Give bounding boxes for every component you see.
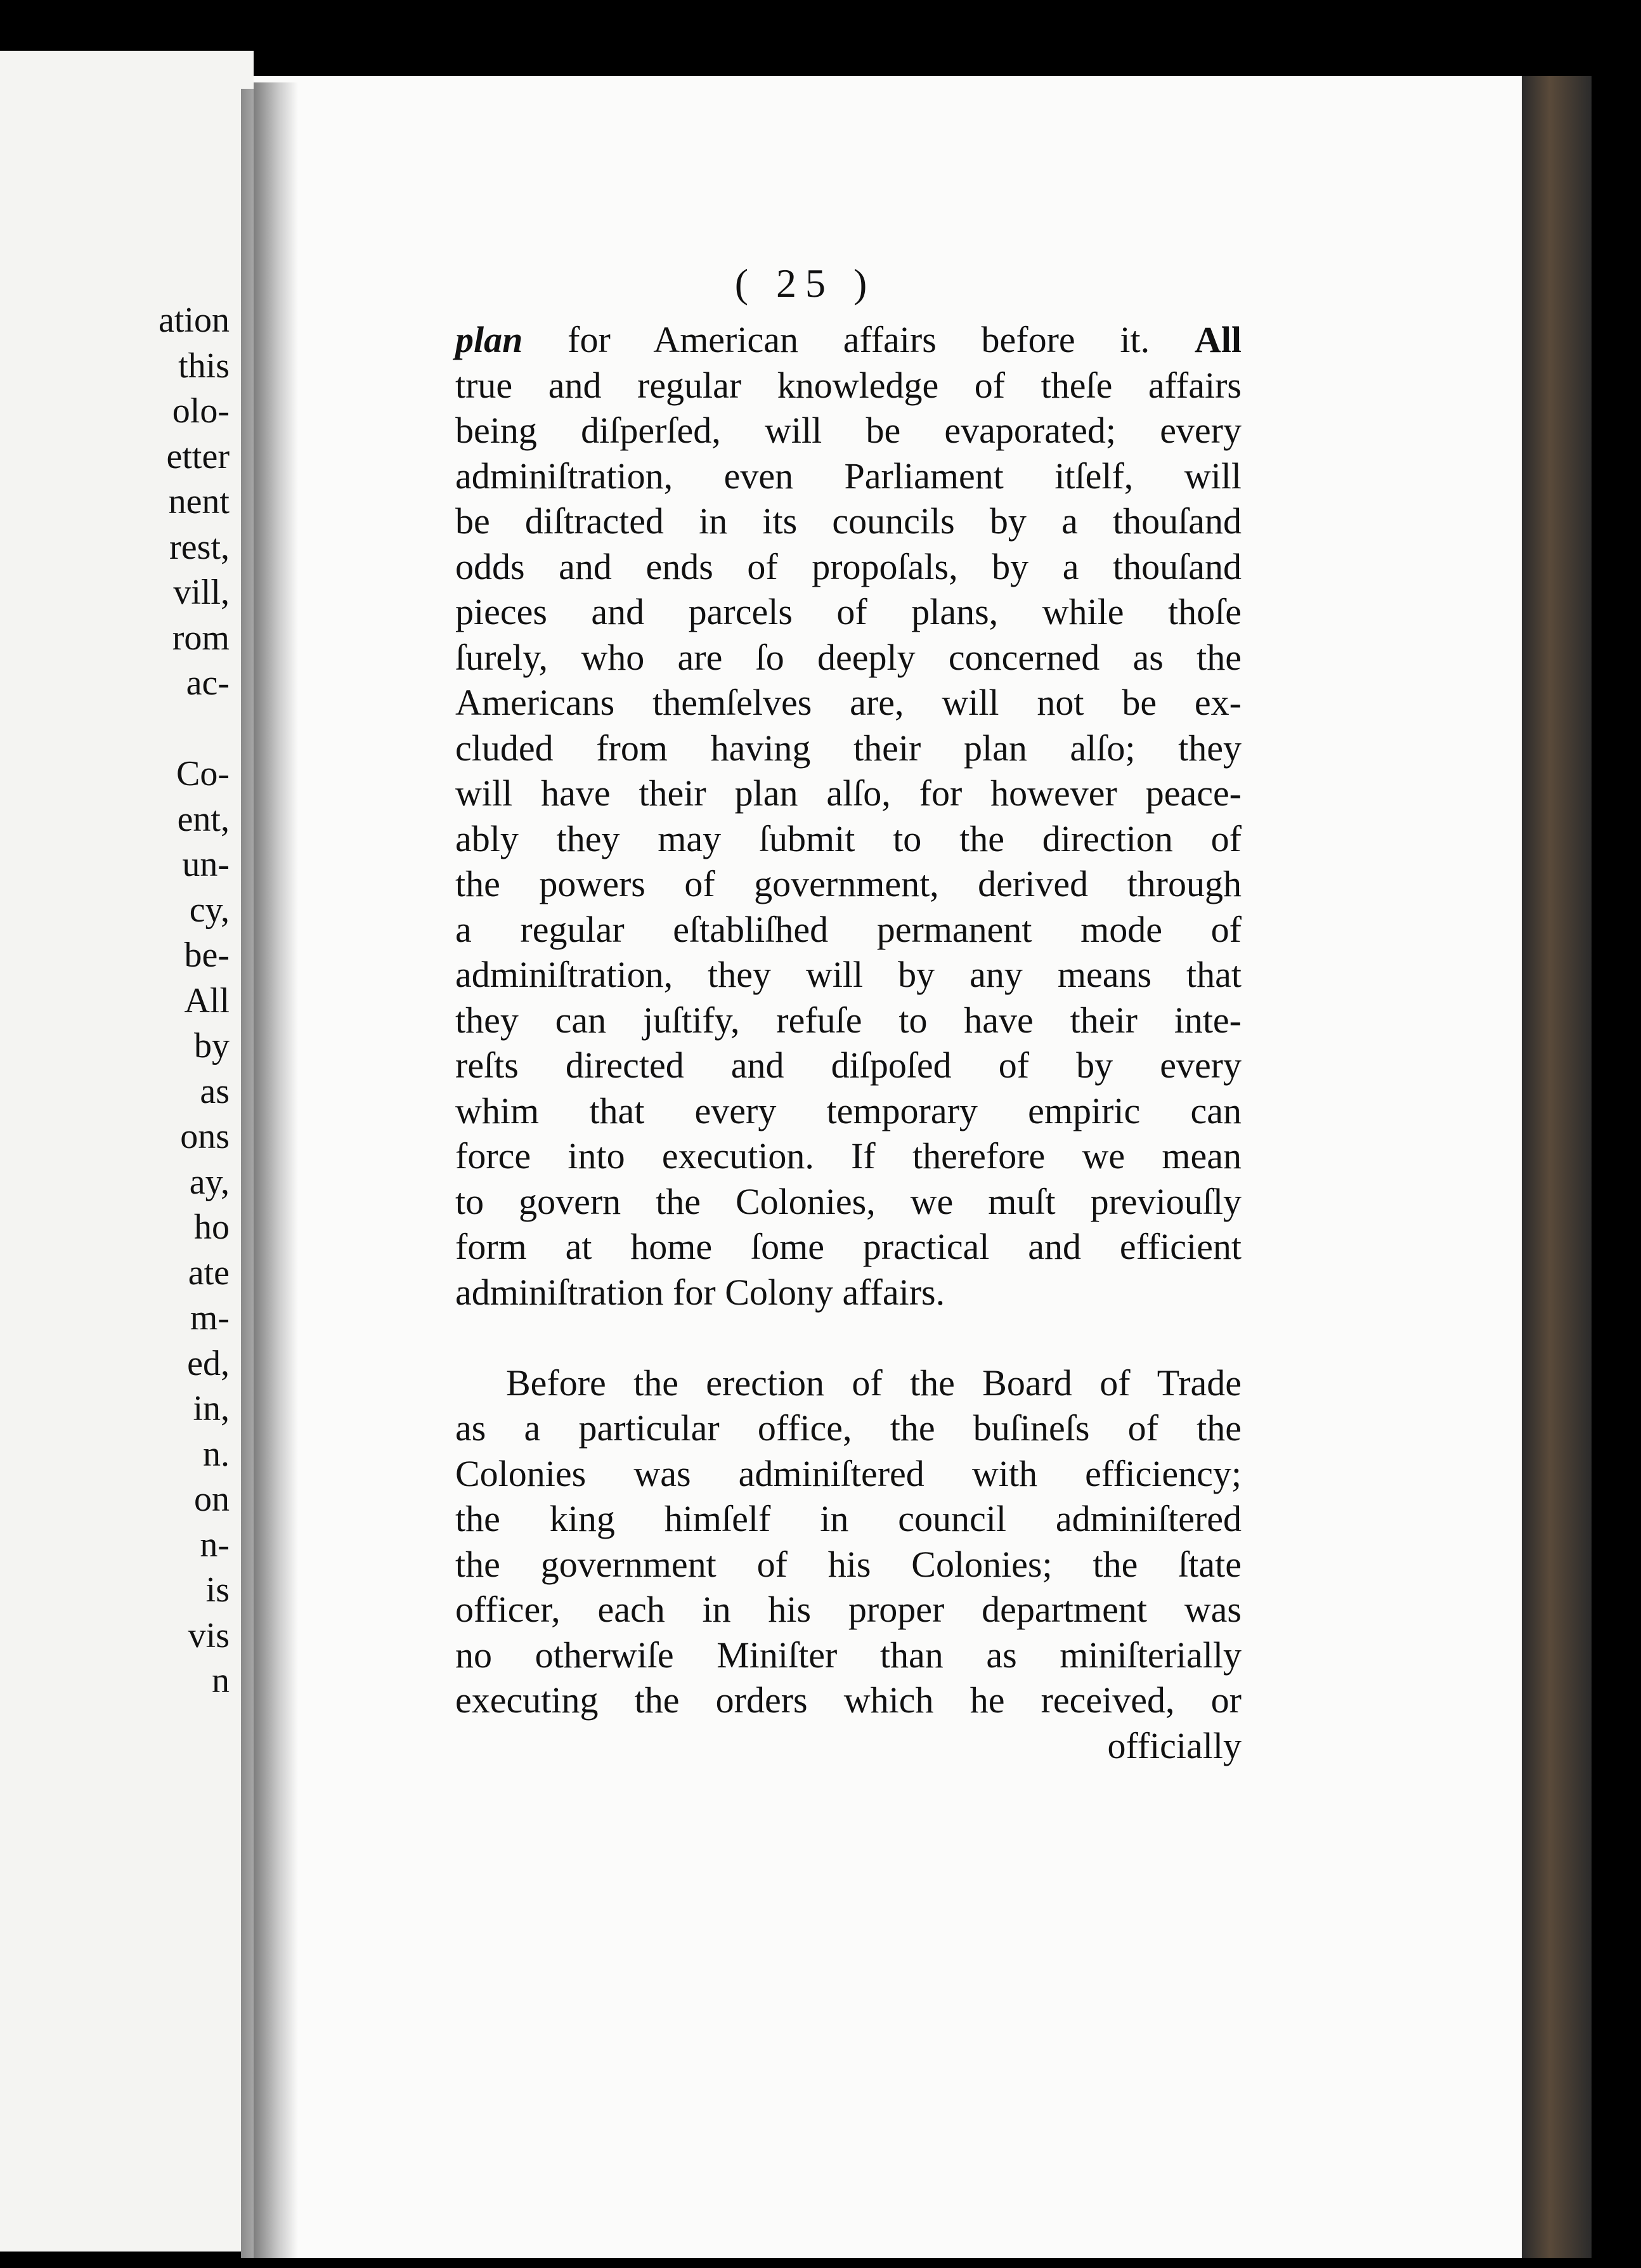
left-fragment-line: ho xyxy=(194,1208,230,1247)
left-fragment-line: ent, xyxy=(177,799,230,839)
text-line: Before the erection of the Board of Trade xyxy=(506,1362,1242,1404)
text-line: adminiſtration, they will by any means that xyxy=(455,954,1242,995)
text-line: odds and ends of propoſals, by a thouſand xyxy=(455,545,1242,587)
left-fragment-line: ate xyxy=(188,1253,230,1293)
left-fragment-line: un- xyxy=(182,845,230,884)
text-line: be diſtracted in its councils by a thouſand xyxy=(455,500,1242,542)
text-line: Americans themſelves are, will not be ex- xyxy=(455,682,1242,723)
left-fragment-line xyxy=(0,707,254,752)
left-fragment-line: ation xyxy=(159,301,230,340)
left-fragment-line: All xyxy=(184,981,230,1020)
text-line: adminiſtration, even Parliament itſelf, will xyxy=(455,455,1242,497)
text-line: being diſperſed, will be evaporated; every xyxy=(455,410,1242,451)
text-line: pieces and parcels of plans, while thoſe xyxy=(455,591,1242,632)
left-page-text-fragments xyxy=(0,298,254,1704)
first-word: plan xyxy=(455,319,523,360)
left-fragment-line: is xyxy=(205,1570,230,1610)
text-line: form at home ſome practical and efficient xyxy=(455,1226,1242,1267)
text-line: a regular eſtabliſhed permanent mode of xyxy=(455,908,1242,950)
paragraph-gap xyxy=(455,1315,1242,1360)
text-line: the powers of government, derived through xyxy=(455,863,1242,904)
text-line: the government of his Colonies; the ſtate xyxy=(455,1543,1242,1585)
page-number: ( 25 ) xyxy=(734,261,876,306)
left-fragment-line: n. xyxy=(203,1434,230,1474)
text-line: ably they may ſubmit to the direction of xyxy=(455,818,1242,859)
right-page-gutter-shadow xyxy=(254,82,298,2258)
text-line: whim that every temporary empiric can xyxy=(455,1090,1242,1131)
left-fragment-line: in, xyxy=(193,1389,230,1428)
left-fragment-line: rest, xyxy=(169,527,230,567)
left-fragment-line: nent xyxy=(168,482,230,521)
catchword: officially xyxy=(1107,1724,1242,1766)
text-line: as a particular office, the buſineſs of the xyxy=(455,1407,1242,1449)
left-fragment-line: cy, xyxy=(189,890,230,930)
first-line-text: for American affairs before it. xyxy=(568,319,1150,360)
left-fragment-line: n- xyxy=(200,1525,230,1565)
left-fragment-line: rom xyxy=(172,618,230,658)
left-fragment-line: as xyxy=(200,1071,230,1111)
book-edge xyxy=(1522,76,1592,2258)
paragraph-2 xyxy=(455,1360,1242,1723)
text-line: ſurely, who are ſo deeply concerned as the xyxy=(455,636,1242,678)
left-fragment-line: ac- xyxy=(186,663,230,703)
text-line: executing the orders which he received, or xyxy=(455,1679,1242,1721)
left-fragment-line: m- xyxy=(190,1298,230,1338)
text-line: they can juſtify, refuſe to have their inte- xyxy=(455,999,1242,1041)
text-line: cluded from having their plan alſo; they xyxy=(455,727,1242,769)
left-fragment-line: n xyxy=(212,1661,230,1700)
left-fragment-line: ed, xyxy=(187,1343,230,1383)
left-fragment-line: Co- xyxy=(176,754,230,793)
left-fragment-line: ay, xyxy=(189,1162,230,1202)
text-line: to govern the Colonies, we muſt previouſly xyxy=(455,1180,1242,1222)
text-line: reſts directed and diſpoſed of by every xyxy=(455,1045,1242,1086)
page-body-text xyxy=(455,317,1242,1768)
left-fragment-line: olo- xyxy=(172,391,230,431)
left-fragment-line: ons xyxy=(180,1117,230,1156)
text-line: Colonies was adminiſtered with efficiency; xyxy=(455,1452,1242,1494)
text-line: force into execution. If therefore we mean xyxy=(455,1135,1242,1176)
left-fragment-line: be- xyxy=(184,935,230,975)
text-line: will have their plan alſo, for however peace- xyxy=(455,772,1242,814)
left-fragment-line: vill, xyxy=(173,573,230,612)
left-fragment-line: on xyxy=(194,1480,230,1519)
text-line: the king himſelf in council adminiſtered xyxy=(455,1498,1242,1539)
left-fragment-line: etter xyxy=(166,436,230,476)
text-line: no otherwiſe Miniſter than as miniſterially xyxy=(455,1634,1242,1676)
text-line: officer, each in his proper department was xyxy=(455,1589,1242,1630)
text-line-first xyxy=(455,317,1242,363)
paragraph-1 xyxy=(455,363,1242,1270)
left-fragment-line: by xyxy=(194,1026,230,1066)
paragraph-1-last-line: adminiſtration for Colony affairs. xyxy=(455,1271,945,1313)
first-line-end-word: All xyxy=(1194,319,1242,360)
left-fragment-line: this xyxy=(178,346,230,386)
left-fragment-line: vis xyxy=(188,1615,230,1655)
text-line: true and regular knowledge of theſe affairs xyxy=(455,364,1242,406)
